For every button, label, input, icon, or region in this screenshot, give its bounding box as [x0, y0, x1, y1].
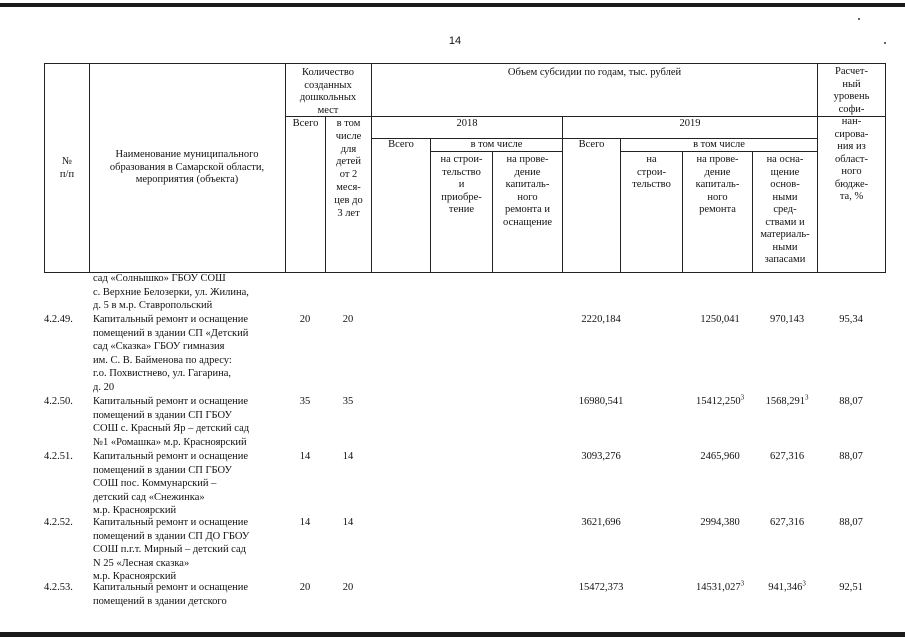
row-total-2019: 15472,373 — [578, 582, 624, 593]
header-line — [44, 63, 885, 64]
header-places: Количество созданных дошкольных мест — [299, 67, 357, 116]
header-name: Наименование муниципального образования в Самарской области, мероприятия (объекта) — [109, 149, 265, 185]
row-repair-2019 — [682, 450, 758, 464]
header-incl-2018: в том числе — [470, 139, 523, 150]
row-number: 4.2.51. — [44, 451, 73, 462]
row-equip-2019 — [758, 395, 816, 409]
row-places-kids: 14 — [342, 517, 354, 528]
row-equip-2019 — [758, 516, 816, 530]
header-repair-2018: на прове- дение капиталь- ного ремонта и оснащение — [502, 154, 553, 228]
row-total-2019: 16980,541 — [578, 396, 624, 407]
row-name: Капитальный ремонт и оснащение помещений в здании СП «Детский сад «Сказка» ГБОУ гимназия им. С. В. Байменова по адресу: г.о. Похвистнево, ул. Гагарина, д. 20 — [93, 314, 249, 393]
header-line — [371, 63, 372, 273]
row-rate: 88,07 — [839, 396, 863, 407]
header-num: № п/п — [59, 156, 75, 180]
header-total-2018: Всего — [388, 139, 414, 150]
row-rate: 88,07 — [839, 451, 863, 462]
footnote-mark: 3 — [740, 579, 745, 588]
row-rate: 95,34 — [839, 314, 863, 325]
value: 2465,960 — [700, 451, 740, 462]
header-rate: Расчет- ный уровень софи- нан- сирова- ния из област- ного бюдже- та, % — [833, 66, 870, 202]
value: 627,316 — [769, 451, 805, 462]
header-line — [89, 63, 90, 273]
header-line — [285, 116, 885, 117]
row-repair-2019 — [682, 581, 758, 595]
row-equip-2019 — [758, 450, 816, 464]
row-name: Капитальный ремонт и оснащение помещений в здании СП ГБОУ СОШ с. Красный Яр – детский сад №1 «Ромашка» м.р. Красноярский — [93, 396, 250, 448]
row-places-total: 35 — [299, 396, 311, 407]
footnote-mark: 3 — [802, 579, 806, 588]
value: 2994,380 — [700, 517, 740, 528]
page-number: 14 — [448, 35, 462, 47]
row-places-total: 20 — [299, 314, 311, 325]
row-places-kids: 20 — [342, 582, 354, 593]
row-name: сад «Солнышко» ГБОУ СОШ с. Верхние Белозерки, ул. Жилина, д. 5 в м.р. Ставропольский — [93, 273, 249, 312]
row-total-2019: 2220,184 — [581, 314, 621, 325]
row-places-kids: 20 — [342, 314, 354, 325]
value: 1250,041 — [700, 314, 740, 325]
header-incl-2019: в том числе — [693, 139, 745, 150]
row-number: 4.2.50. — [44, 396, 73, 407]
value: 627,316 — [769, 517, 805, 528]
row-number: 4.2.49. — [44, 314, 73, 325]
value: 1568,291 — [765, 396, 805, 407]
header-year-2019: 2019 — [679, 118, 701, 129]
value: 15412,250 — [695, 396, 741, 407]
header-equip-2019: на осна- щение основ- ными сред- ствами и материаль- ными запасами — [760, 154, 810, 265]
row-name: Капитальный ремонт и оснащение помещений в здании детского — [93, 582, 249, 607]
row-places-total: 14 — [299, 517, 311, 528]
row-rate: 88,07 — [839, 517, 863, 528]
row-equip-2019 — [758, 313, 816, 327]
row-places-total: 20 — [299, 582, 311, 593]
row-repair-2019 — [682, 313, 758, 327]
footnote-mark: 3 — [740, 393, 745, 402]
row-name: Капитальный ремонт и оснащение помещений в здании СП ДО ГБОУ СОШ п.г.т. Мирный – детский сад N 25 «Лесная сказка» м.р. Красноярский — [93, 517, 250, 583]
header-build-2018: на строи- тельство и приобре- тение — [440, 154, 483, 215]
header-places-kids: в том числе для детей от 2 меся- цев до 3 лет — [334, 118, 363, 219]
footnote-mark: 3 — [804, 393, 809, 402]
value: 970,143 — [769, 314, 805, 325]
header-year-2018: 2018 — [456, 118, 478, 129]
header-repair-2019: на прове- дение капиталь- ного ремонта — [695, 154, 740, 215]
header-line — [885, 63, 886, 273]
row-total-2019: 3621,696 — [581, 517, 621, 528]
row-number: 4.2.53. — [44, 582, 73, 593]
row-places-total: 14 — [299, 451, 311, 462]
row-repair-2019 — [682, 395, 758, 409]
header-line — [285, 63, 286, 273]
row-places-kids: 14 — [342, 451, 354, 462]
row-equip-2019 — [758, 581, 816, 595]
row-repair-2019 — [682, 516, 758, 530]
value: 941,346 — [768, 582, 803, 593]
row-total-2019: 3093,276 — [581, 451, 621, 462]
row-number: 4.2.52. — [44, 517, 73, 528]
header-places-total: Всего — [292, 118, 319, 129]
header-build-2019: на строи- тельство — [632, 154, 671, 190]
value: 14531,027 — [695, 582, 741, 593]
header-total-2019: Всего — [578, 139, 605, 150]
header-subsidy: Объем субсидии по годам, тыс. рублей — [507, 67, 682, 78]
row-rate: 92,51 — [839, 582, 863, 593]
row-name: Капитальный ремонт и оснащение помещений в здании СП ГБОУ СОШ пос. Коммунарский – детский сад «Снежинка» м.р. Красноярский — [93, 451, 249, 517]
row-places-kids: 35 — [342, 396, 354, 407]
